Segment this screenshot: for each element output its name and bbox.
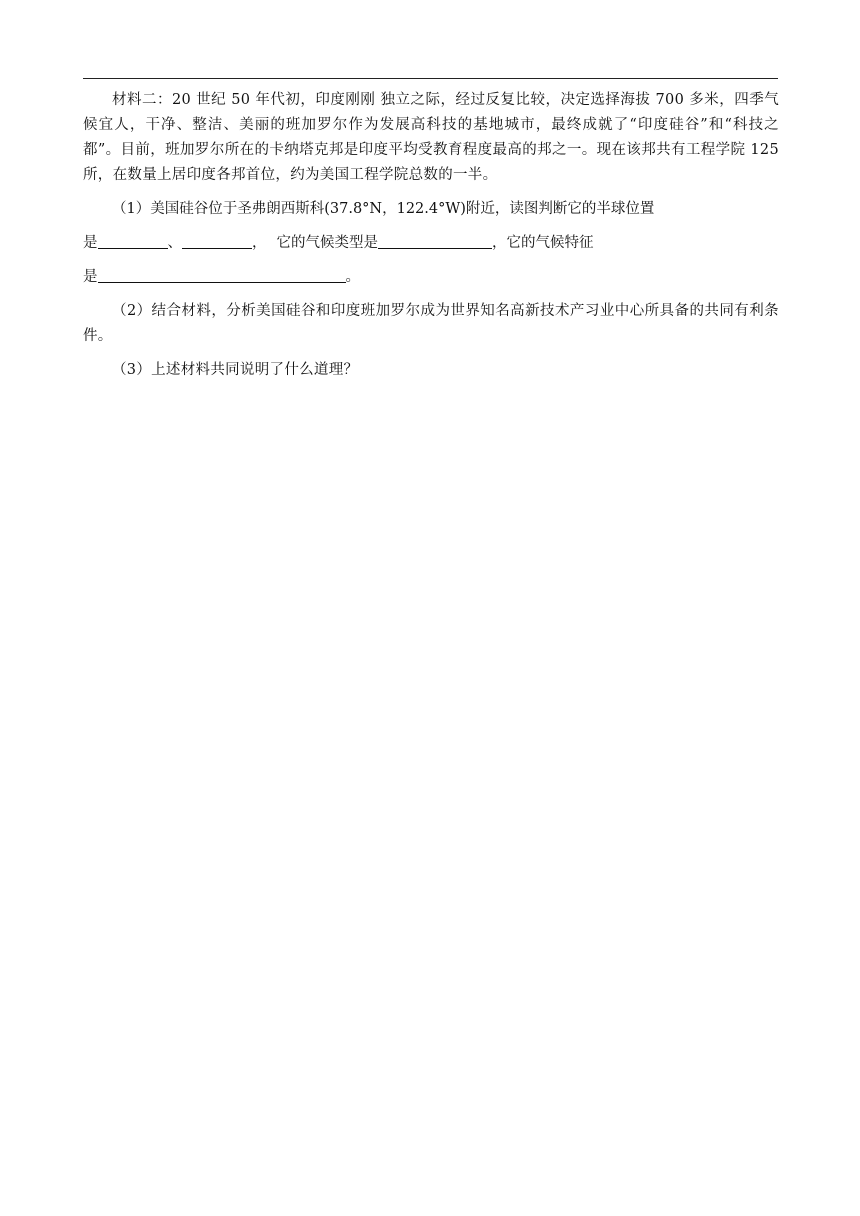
question-3: （3）上述材料共同说明了什么道理？ — [112, 362, 359, 378]
question-1-line-3-start: 是 — [83, 269, 98, 285]
question-1-intro: （1）美国硅谷位于圣弗朗西斯科(37.8°N，122.4°W)附近，读图判断它的半球位置 — [112, 201, 655, 217]
question-1-line-2 — [83, 231, 779, 256]
question-2: （2）结合材料，分析美国硅谷和印度班加罗尔成为世界知名高新技术产习业中心所具备的共同有利条件。 — [83, 303, 779, 344]
climate-feature-label: ，它的气候特征 — [492, 235, 594, 251]
question-1-line-3 — [83, 265, 779, 290]
climate-type-blank[interactable] — [378, 232, 492, 249]
climate-feature-blank[interactable] — [98, 266, 346, 283]
question-1-line-2-start: 是 — [83, 235, 98, 251]
question-1-end: 。 — [345, 269, 360, 285]
hemisphere-blank-2[interactable] — [182, 232, 252, 249]
hemisphere-blank-1[interactable] — [98, 232, 168, 249]
header-rule — [83, 78, 778, 79]
material-two-paragraph: 材料二：20 世纪 50 年代初，印度刚刚 独立之际，经过反复比较，决定选择海拔 700 多米，四季气候宜人，干净、整洁、美丽的班加罗尔作为发展高科技的基地城市，最终成就了“印度硅谷”和“科技之都”。目前，班加罗尔所在的卡纳塔克邦是印度平均受教育程度最高的邦之一。现在该邦共有工程学院 125 所，在数量上居印度各邦首位，约为美国工程学院总数的一半。 — [83, 92, 779, 183]
document-body — [83, 88, 779, 383]
question-1 — [83, 197, 779, 290]
separator-comma: ， — [252, 235, 267, 251]
separator-dunhao: 、 — [167, 235, 182, 251]
climate-type-label: 它的气候类型是 — [276, 235, 378, 251]
